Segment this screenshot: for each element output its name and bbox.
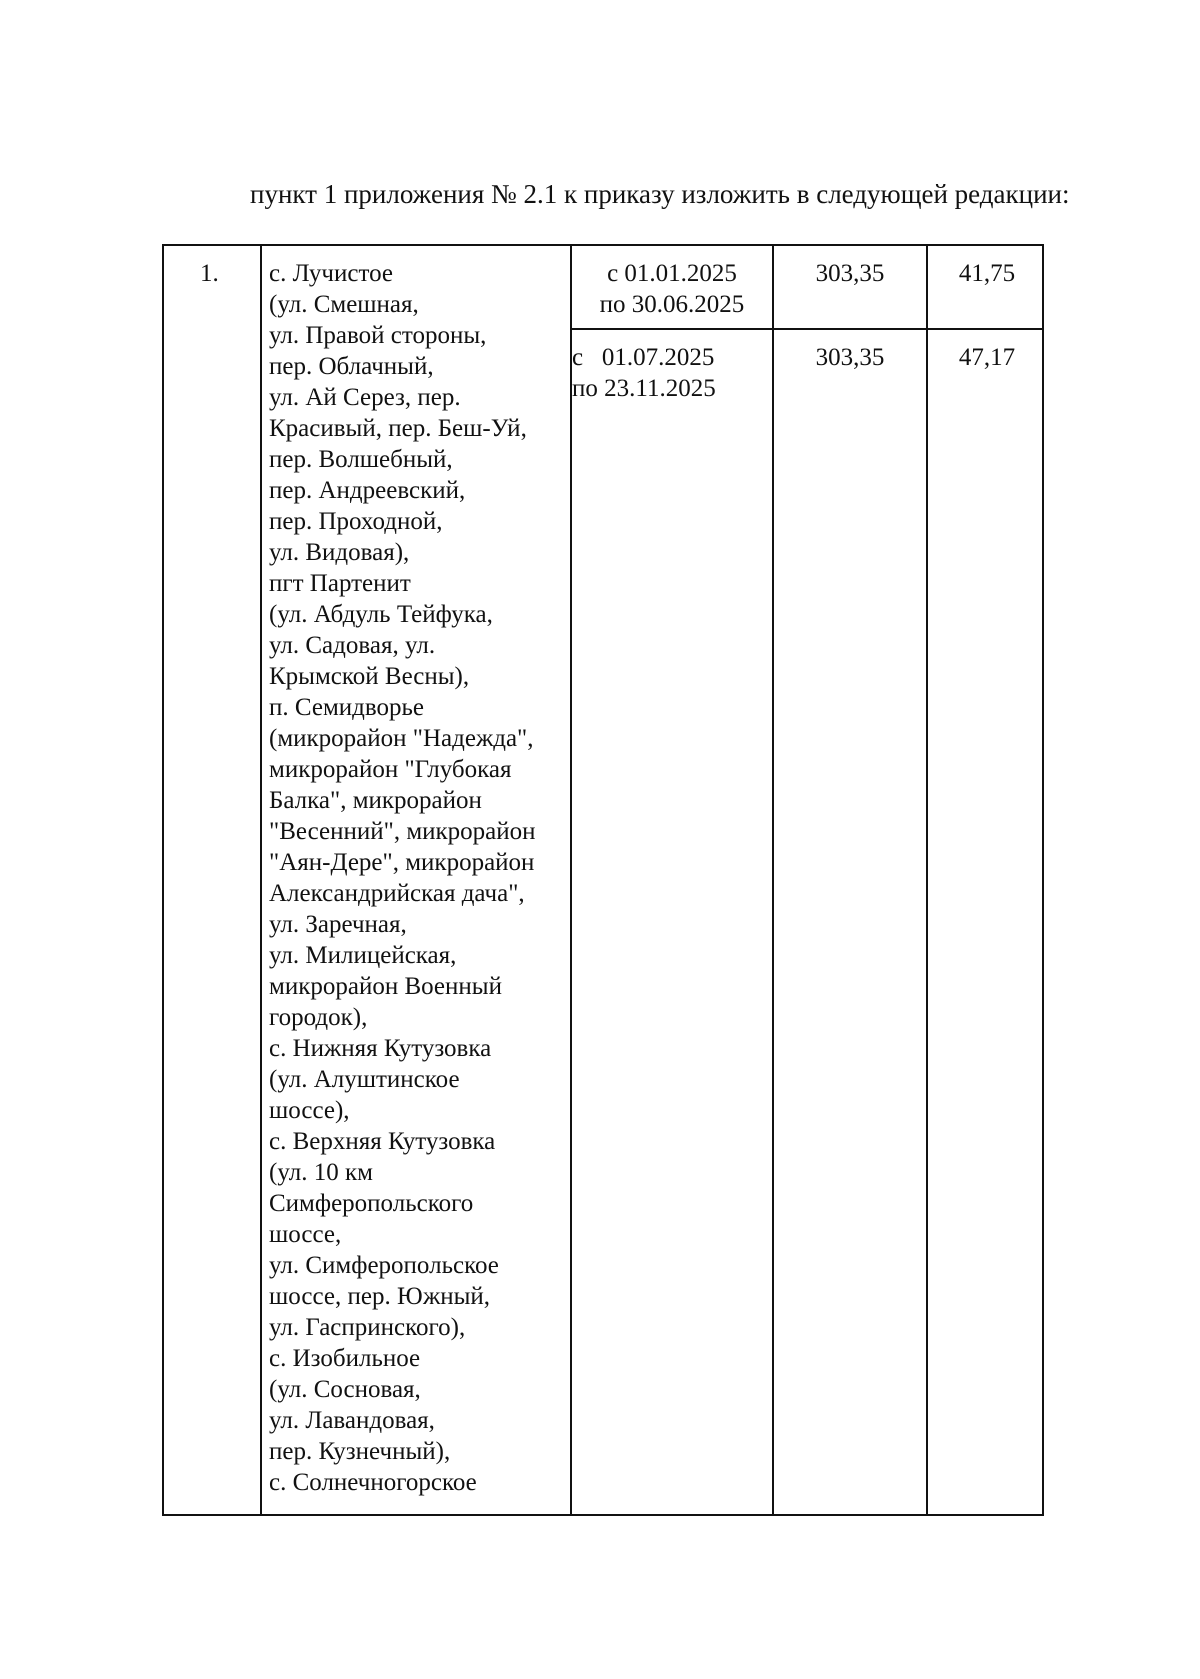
period-2-to: по 23.11.2025	[572, 375, 716, 402]
address-line: микрорайон Военный	[269, 973, 502, 1000]
address-line: ул. Садовая, ул.	[269, 632, 436, 659]
row-number: 1.	[200, 260, 219, 287]
period-2-value-b: 47,17	[958, 344, 1016, 371]
address-line: (ул. 10 км	[269, 1159, 373, 1186]
address-line: "Весенний", микрорайон	[269, 818, 536, 845]
period-2-value-a: 303,35	[815, 344, 885, 371]
column-divider	[260, 246, 262, 1514]
address-line: ул. Милицейская,	[269, 942, 457, 969]
address-line: с. Верхняя Кутузовка	[269, 1128, 496, 1155]
tariff-table	[162, 244, 1044, 1516]
address-line: пер. Облачный,	[269, 353, 434, 380]
address-line: с. Солнечногорское	[269, 1469, 477, 1496]
period-1-to: по 30.06.2025	[599, 291, 745, 318]
column-divider	[570, 246, 572, 1514]
address-line: ул. Ай Серез, пер.	[269, 384, 461, 411]
address-line: Балка", микрорайон	[269, 787, 482, 814]
address-line: с. Лучистое	[269, 260, 393, 287]
address-line: (микрорайон "Надежда",	[269, 725, 534, 752]
address-line: микрорайон "Глубокая	[269, 756, 512, 783]
period-2-from: с 01.07.2025	[572, 344, 715, 371]
address-line: Красивый, пер. Беш-Уй,	[269, 415, 527, 442]
address-line: шоссе, пер. Южный,	[269, 1283, 491, 1310]
address-line: с. Нижняя Кутузовка	[269, 1035, 492, 1062]
address-line: Симферопольского	[269, 1190, 474, 1217]
address-line: (ул. Смешная,	[269, 291, 419, 318]
address-line: шоссе,	[269, 1221, 342, 1248]
period-1	[572, 258, 772, 320]
address-line: ул. Заречная,	[269, 911, 407, 938]
period-2	[572, 342, 772, 404]
period-1-value-a: 303,35	[815, 260, 885, 287]
intro-text: пункт 1 приложения № 2.1 к приказу изложить в следующей редакции:	[250, 179, 1070, 209]
address-line: городок),	[269, 1004, 368, 1031]
address-line: пгт Партенит	[269, 570, 411, 597]
address-line: (ул. Абдуль Тейфука,	[269, 601, 493, 628]
address-line: пер. Андреевский,	[269, 477, 466, 504]
address-line: Крымской Весны),	[269, 663, 470, 690]
address-line: пер. Проходной,	[269, 508, 443, 535]
address-cell	[269, 258, 569, 1498]
address-line: (ул. Алуштинское	[269, 1066, 460, 1093]
address-line: Александрийская дача",	[269, 880, 525, 907]
address-line: "Аян-Дере", микрорайон	[269, 849, 535, 876]
column-divider	[772, 246, 774, 1514]
address-line: ул. Симферопольское	[269, 1252, 499, 1279]
address-line: пер. Волшебный,	[269, 446, 453, 473]
address-line: п. Семидворье	[269, 694, 425, 721]
period-1-value-b: 41,75	[958, 260, 1016, 287]
address-line: ул. Видовая),	[269, 539, 410, 566]
address-line: пер. Кузнечный),	[269, 1438, 451, 1465]
period-divider	[570, 328, 1042, 330]
address-line: ул. Правой стороны,	[269, 322, 487, 349]
address-line: ул. Лавандовая,	[269, 1407, 435, 1434]
address-line: ул. Гаспринского),	[269, 1314, 466, 1341]
address-line: (ул. Сосновая,	[269, 1376, 421, 1403]
address-line: с. Изобильное	[269, 1345, 421, 1372]
period-1-from: с 01.01.2025	[607, 260, 737, 287]
column-divider	[926, 246, 928, 1514]
address-line: шоссе),	[269, 1097, 350, 1124]
